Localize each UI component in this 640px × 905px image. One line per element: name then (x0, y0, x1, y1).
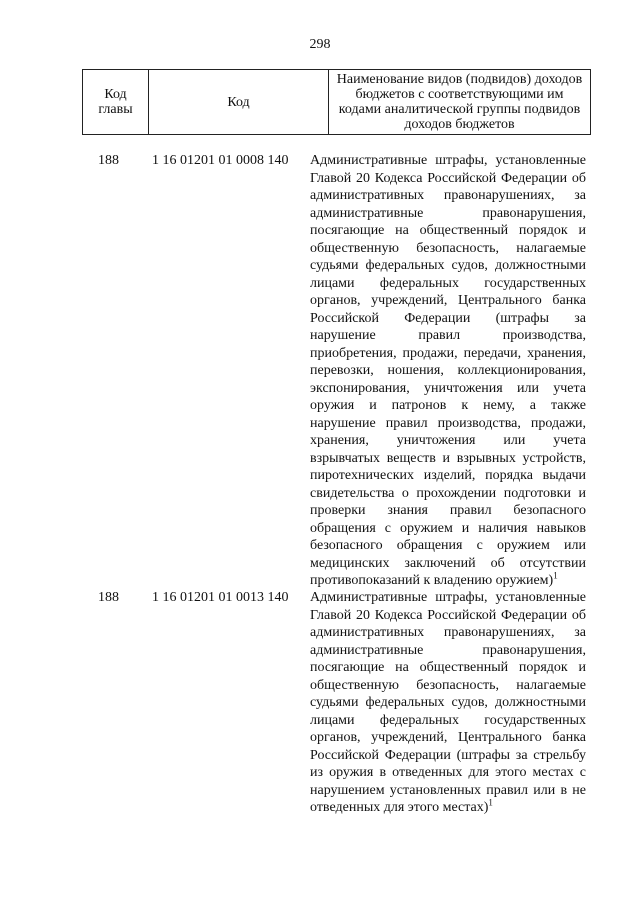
budget-code: 1 16 01201 01 0013 140 (152, 590, 289, 605)
page-number: 298 (309, 37, 331, 52)
header-code: Код (149, 70, 329, 135)
income-description (310, 589, 586, 817)
header-chapter-code: Код главы (83, 70, 149, 135)
header-income-name: Наименование видов (подвидов) доходов бюджетов с соответствующими им кодами аналитической группы подвидов доходов бюджетов (329, 70, 591, 135)
header-row (83, 70, 591, 135)
description-text: Административные штрафы, установленные Главой 20 Кодекса Российской Федерации об административных правонарушениях, за административные правонарушения, посягающие на общественный порядок и общественную безопасность, налагаемые судьями федеральных судов, должностными лицами федеральных государственных органов, учреждений, Центрального банка Российской Федерации (штрафы за стрельбу из оружия в отведенных для этого местах с нарушением установленных правил или в не отведенных для этого местах) (310, 590, 586, 815)
chapter-code: 188 (98, 153, 119, 168)
budget-code: 1 16 01201 01 0008 140 (152, 153, 289, 168)
chapter-code: 188 (98, 590, 119, 605)
footnote-mark: 1 (553, 570, 558, 581)
footnote-mark: 1 (488, 797, 493, 808)
description-text: Административные штрафы, установленные Главой 20 Кодекса Российской Федерации об административных правонарушениях, за административные правонарушения, посягающие на общественный порядок и общественную безопасность, налагаемые судьями федеральных судов, должностными лицами федеральных государственных органов, учреждений, Центрального банка Российской Федерации (штрафы за нарушение правил производства, приобретения, продажи, передачи, хранения, перевозки, ношения, коллекционирования, экспонирования, уничтожения или учета оружия и патронов к нему, а также нарушение правил производства, продажи, хранения, уничтожения или учета взрывчатых веществ и взрывных устройств, пиротехнических изделий, порядка выдачи свидетельства о прохождении подготовки и проверки знания правил безопасного обращения с оружием и наличия навыков безопасного обращения с оружием или медицинских заключений об отсутствии противопоказаний к владению оружием) (310, 153, 586, 588)
income-description (310, 152, 586, 590)
header-table (82, 69, 591, 135)
